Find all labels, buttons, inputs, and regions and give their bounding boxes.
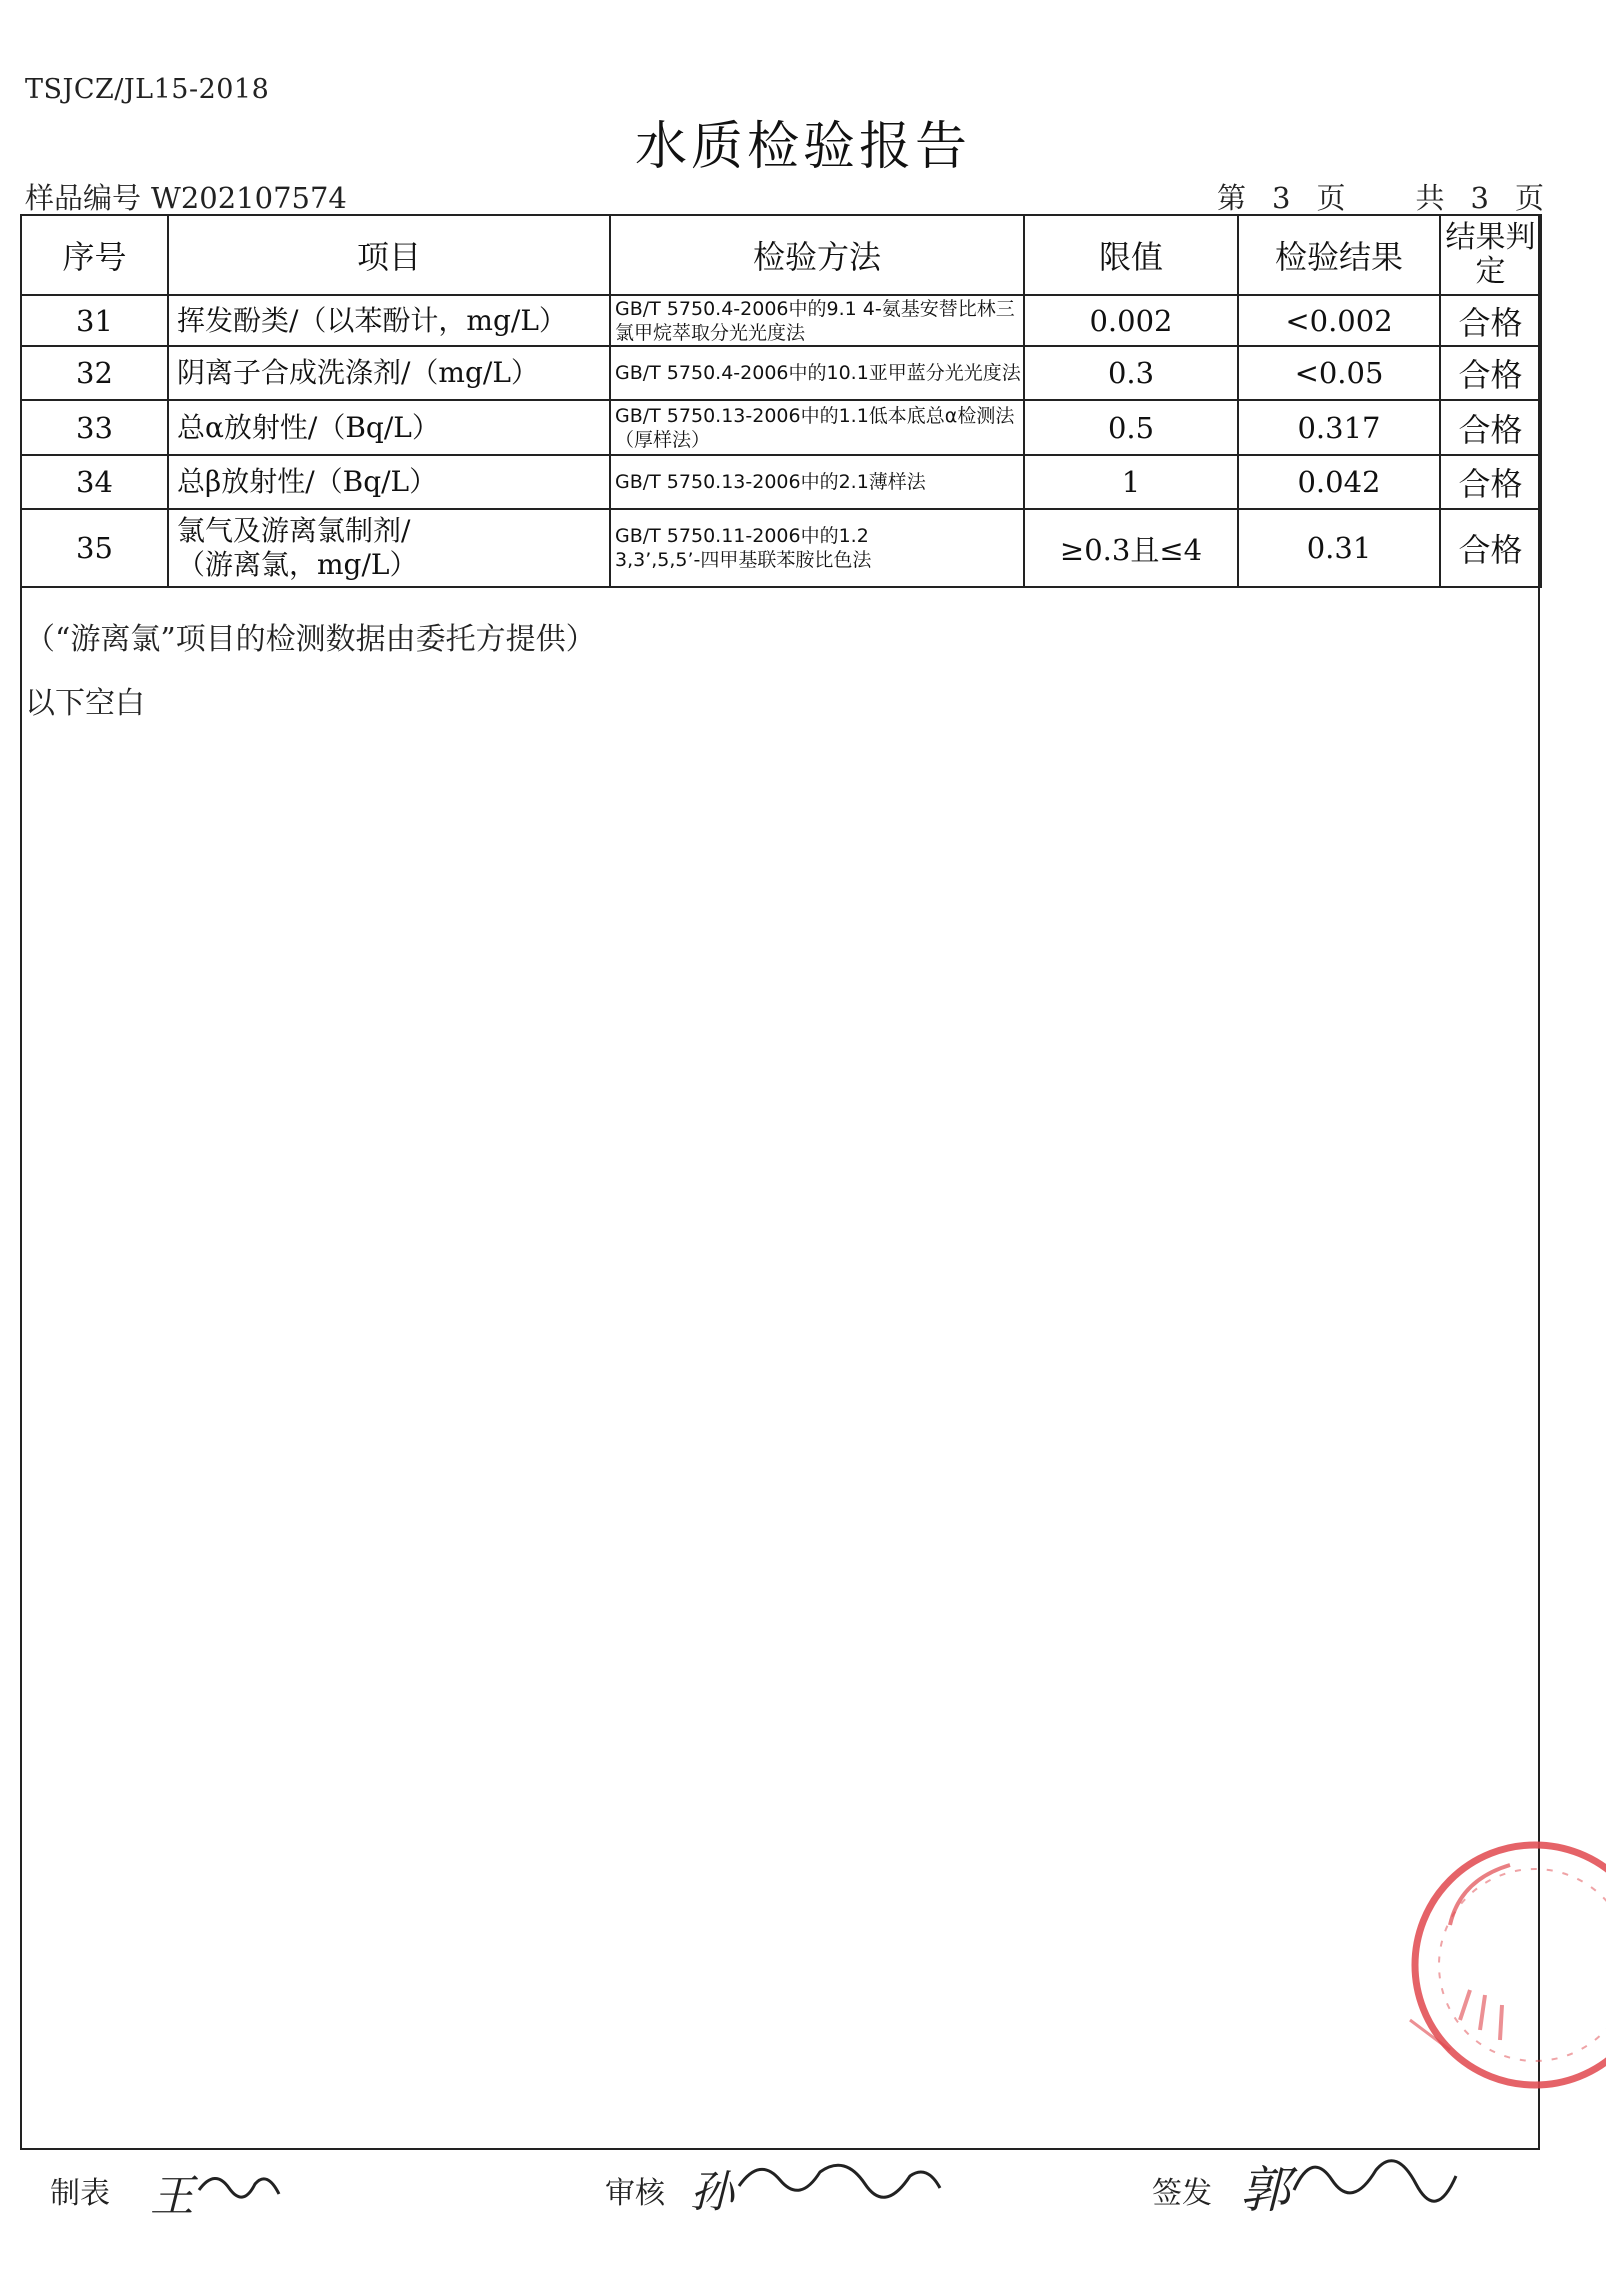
row-no: 35 [21,509,168,587]
col-header-limit: 限值 [1024,215,1238,295]
row-no: 33 [21,400,168,455]
row-result: 0.042 [1238,455,1440,509]
row-result: <0.05 [1238,346,1440,400]
row-verdict: 合格 [1440,509,1541,587]
table-row [21,455,1541,509]
row-result: <0.002 [1238,295,1440,346]
col-header-result: 检验结果 [1238,215,1440,295]
row-method [610,509,1024,587]
col-header-verdict: 结果判定 [1440,215,1541,295]
row-limit: 0.3 [1024,346,1238,400]
page-current: 3 [1272,181,1291,215]
table-row [21,295,1541,346]
row-method: GB/T 5750.13-2006中的1.1低本底总α检测法（厚样法） [610,400,1024,455]
prepared-signature-scribble [195,2160,285,2210]
document-code: TSJCZ/JL15-2018 [25,74,270,105]
page-indicator [1217,176,1544,217]
page-prefix: 第 [1217,181,1247,215]
row-result: 0.317 [1238,400,1440,455]
row-limit: ≥0.3且≤4 [1024,509,1238,587]
signature-stroke [199,2178,279,2197]
row-item [168,509,610,587]
total-prefix: 共 [1415,181,1445,215]
table-row [21,346,1541,400]
row-limit: 1 [1024,455,1238,509]
col-header-no: 序号 [21,215,168,295]
row-item: 挥发酚类/（以苯酚计，mg/L） [168,295,610,346]
row-no: 34 [21,455,168,509]
row-result: 0.31 [1238,509,1440,587]
row-verdict: 合格 [1440,346,1541,400]
row-verdict: 合格 [1440,295,1541,346]
row-method-line: GB/T 5750.11-2006中的1.2 [615,525,869,547]
col-header-method: 检验方法 [610,215,1024,295]
issued-signature-scribble [1290,2140,1460,2210]
page-total: 3 [1470,181,1489,215]
reviewed-by-signature: 孙 [690,2167,734,2218]
signature-stroke [1294,2161,1456,2201]
issued-by-signature: 郭 [1240,2161,1290,2219]
row-method: GB/T 5750.4-2006中的9.1 4-氨基安替比林三氯甲烷萃取分光光度法 [610,295,1024,346]
official-seal-stamp [1390,1820,1606,2110]
sample-number-line [25,176,347,217]
row-method: GB/T 5750.13-2006中的2.1薄样法 [610,455,1024,509]
row-method: GB/T 5750.4-2006中的10.1亚甲蓝分光光度法 [610,346,1024,400]
seal-inner-ring [1439,1869,1606,2061]
table-row [21,509,1541,587]
page-title: 水质检验报告 [634,117,971,177]
sample-number-value: W202107574 [151,181,347,215]
row-verdict: 合格 [1440,455,1541,509]
results-table [20,214,1542,588]
prepared-by-signature: 王 [150,2171,194,2222]
sample-number-label: 样品编号 [25,181,142,215]
row-item-line: （游离氯，mg/L） [177,548,418,581]
prepared-by-label: 制表 [50,2176,110,2211]
page-unit: 页 [1316,181,1346,215]
reviewed-signature-scribble [735,2150,945,2206]
blank-below-marker: 以下空白 [25,686,145,721]
row-item: 阴离子合成洗涤剂/（mg/L） [168,346,610,400]
table-header-row [21,215,1541,295]
total-unit: 页 [1514,181,1544,215]
col-header-item: 项目 [168,215,610,295]
issued-by-label: 签发 [1152,2176,1212,2211]
table-row [21,400,1541,455]
row-method-line: 3,3’,5,5’-四甲基联苯胺比色法 [615,549,872,571]
row-item: 总β放射性/（Bq/L） [168,455,610,509]
row-no: 31 [21,295,168,346]
row-limit: 0.5 [1024,400,1238,455]
row-item-line: 氯气及游离氯制剂/ [177,514,411,547]
row-no: 32 [21,346,168,400]
row-limit: 0.002 [1024,295,1238,346]
row-item: 总α放射性/（Bq/L） [168,400,610,455]
signature-stroke [739,2165,940,2197]
reviewed-by-label: 审核 [605,2176,665,2211]
seal-ring [1415,1845,1606,2085]
row-verdict: 合格 [1440,400,1541,455]
remark-note: （“游离氯”项目的检测数据由委托方提供） [25,622,596,657]
